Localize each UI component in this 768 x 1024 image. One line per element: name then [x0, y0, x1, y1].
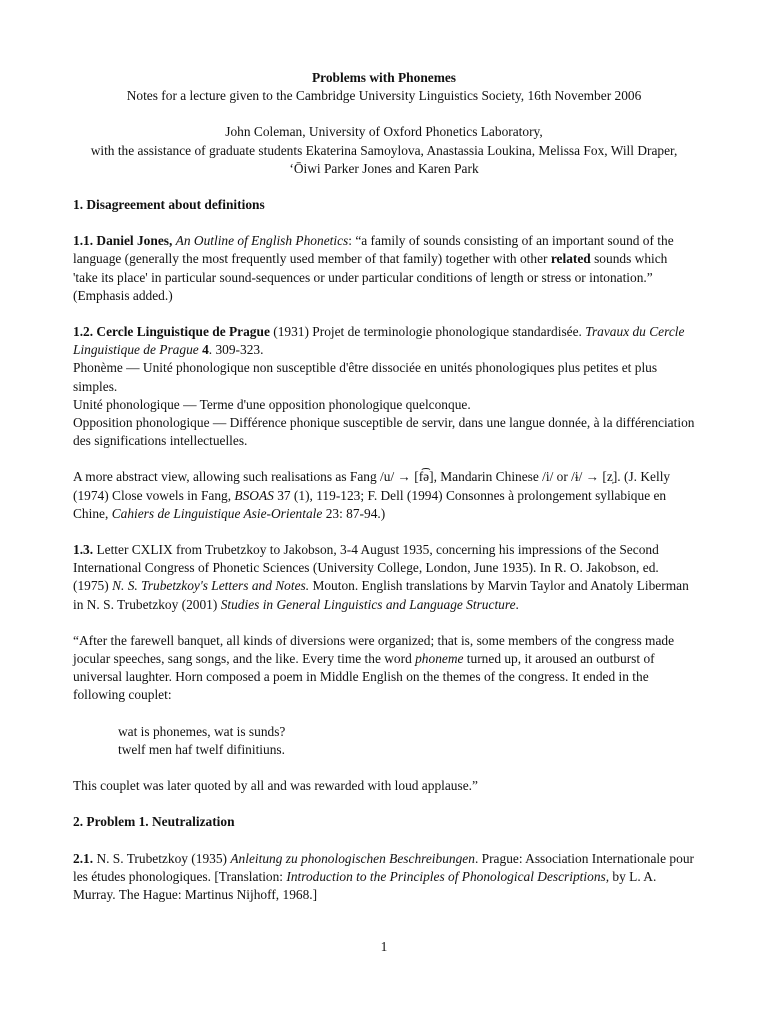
author-line-1: John Coleman, University of Oxford Phonetics Laboratory, — [225, 124, 543, 140]
paragraph-1-1: 1.1. Daniel Jones, An Outline of English Phonetics: “a family of sounds consisting of an important sound of the language (generally the most frequently used member of that family) together with other related sounds which 'take its place' in particular sound-sequences or under particular conditions of length or stress or intonation.” (Emphasis added.) — [73, 233, 674, 303]
section-heading-1: 1. Disagreement about definitions — [73, 197, 265, 213]
paragraph-abstract-view: A more abstract view, allowing such realisations as Fang /u/ → [f͡ə], Mandarin Chinese /i/ or /ɨ/ → [z̩]. (J. Kelly (1974) Close vowels in Fang, BSOAS 37 (1), 119-123; F. Dell (1994) Consonnes à prolongement syllabique en Chine, Cahiers de Linguistique Asie-Orientale 23: 87-94.) — [73, 469, 671, 521]
definition-phoneme: Phonème — Unité phonologique non susceptible d'être dissociée en unités phonologiques plus petites et plus simples. — [73, 360, 658, 394]
verse-line-1: wat is phonemes, wat is sunds? — [118, 723, 286, 739]
definition-unit: Unité phonologique — Terme d'une opposition phonologique quelconque. — [73, 396, 471, 412]
paragraph-2-1: 2.1. N. S. Trubetzkoy (1935) Anleitung zu phonologischen Beschreibungen. Prague: Association Internationale pour les études phonologiques. [Translation: Introduction to the Principles of Phonological Descriptions, by L. A. Murray. The Hague: Martinus Nijhoff, 1968.] — [73, 850, 694, 902]
definition-opposition: Opposition phonologique — Différence phonique susceptible de servir, dans une langue donnée, à la différenciation des significations intellectuelles. — [73, 415, 695, 449]
quote-paragraph: “After the farewell banquet, all kinds of diversions were organized; that is, some members of the congress made jocular speeches, sang songs, and the like. Every time the word phoneme turned up, it aroused an outburst of universal laughter. Horn composed a poem in Middle English on the themes of the congress. It ended in the following couplet: — [73, 632, 675, 703]
quote-close: This couplet was later quoted by all and was rewarded with loud applause.” — [73, 778, 478, 794]
author-line-3: ‘Ōiwi Parker Jones and Karen Park — [289, 160, 479, 176]
document-subtitle: Notes for a lecture given to the Cambridge University Linguistics Society, 16th November 2006 — [126, 88, 642, 104]
paragraph-1-2: 1.2. Cercle Linguistique de Prague (1931) Projet de terminologie phonologique standardisée. Travaux du Cercle Linguistique de Prague 4. 309-323. — [73, 324, 685, 358]
verse-line-2: twelf men haf twelf difinitiuns. — [118, 741, 285, 757]
paragraph-1-3: 1.3. Letter CXLIX from Trubetzkoy to Jakobson, 3-4 August 1935, concerning his impressions of the Second International Congress of Phonetic Sciences (University College, London, June 1935). In R. O. Jakobson, ed. (1975) N. S. Trubetzkoy's Letters and Notes. Mouton. English translations by Marvin Taylor and Anatoly Liberman in N. S. Trubetzkoy (2001) Studies in General Linguistics and Language Structure. — [73, 542, 689, 612]
document-title: Problems with Phonemes — [311, 70, 457, 85]
document-body — [73, 69, 695, 904]
section-heading-2: 2. Problem 1. Neutralization — [73, 814, 235, 830]
author-line-2: with the assistance of graduate students Ekaterina Samoylova, Anastassia Loukina, Melissa Fox, Will Draper, — [90, 142, 678, 158]
page-number: 1 — [380, 939, 388, 954]
